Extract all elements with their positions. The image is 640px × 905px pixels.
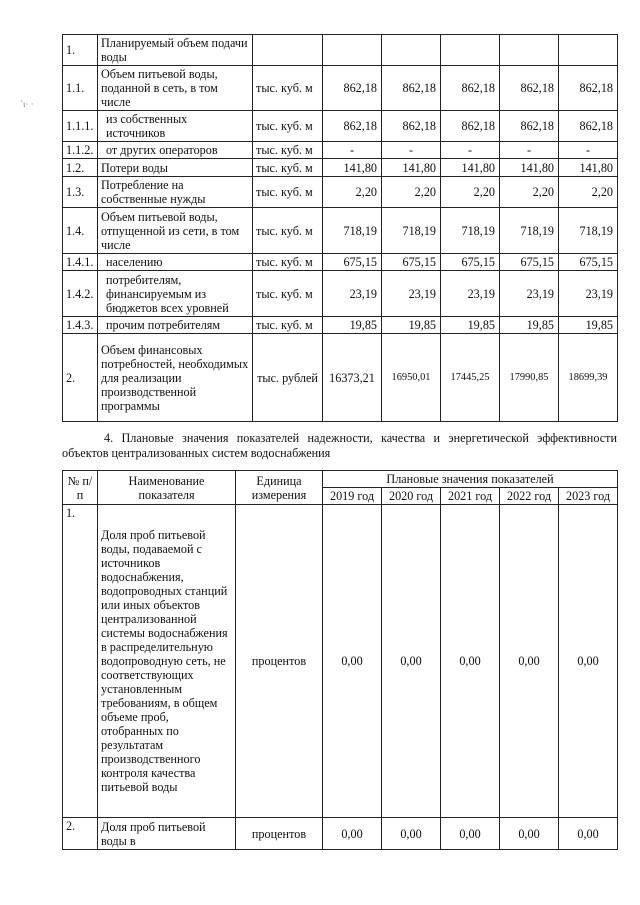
value-cell: 19,85 bbox=[441, 317, 500, 334]
value-cell: 16373,21 bbox=[323, 334, 382, 422]
row-number: 1.1.1. bbox=[63, 111, 98, 142]
row-name: Доля проб питьевой воды в bbox=[98, 818, 236, 850]
value-cell: 0,00 bbox=[323, 818, 382, 850]
row-unit: тыс. куб. м bbox=[253, 317, 323, 334]
value-cell: - bbox=[441, 142, 500, 159]
value-cell: 141,80 bbox=[559, 159, 618, 177]
value-cell: 19,85 bbox=[559, 317, 618, 334]
value-cell: 862,18 bbox=[500, 111, 559, 142]
value-cell bbox=[323, 35, 382, 66]
year-header: 2019 год bbox=[323, 488, 382, 505]
table-row bbox=[63, 142, 618, 159]
value-cell: 862,18 bbox=[382, 66, 441, 111]
table-row bbox=[63, 505, 618, 818]
value-cell: 23,19 bbox=[559, 271, 618, 317]
row-name: Потери воды bbox=[98, 159, 253, 177]
value-cell: 141,80 bbox=[323, 159, 382, 177]
value-cell bbox=[500, 35, 559, 66]
value-cell: 862,18 bbox=[559, 66, 618, 111]
value-cell: 718,19 bbox=[500, 208, 559, 254]
value-cell: 2,20 bbox=[441, 177, 500, 208]
table-row bbox=[63, 317, 618, 334]
table-row bbox=[63, 35, 618, 66]
row-unit bbox=[253, 35, 323, 66]
row-number: 1.2. bbox=[63, 159, 98, 177]
value-cell: 862,18 bbox=[323, 111, 382, 142]
value-cell: 2,20 bbox=[323, 177, 382, 208]
value-cell: 675,15 bbox=[559, 254, 618, 271]
value-cell: - bbox=[559, 142, 618, 159]
value-cell: 17445,25 bbox=[441, 334, 500, 422]
scan-mark: `ι· · bbox=[20, 99, 34, 109]
row-number: 1.1. bbox=[63, 66, 98, 111]
row-unit: тыс. куб. м bbox=[253, 66, 323, 111]
value-cell: 17990,85 bbox=[500, 334, 559, 422]
row-name: из собственных источников bbox=[98, 111, 253, 142]
row-name: прочим потребителям bbox=[98, 317, 253, 334]
table-row bbox=[63, 66, 618, 111]
value-cell: 718,19 bbox=[559, 208, 618, 254]
row-number: 1.4. bbox=[63, 208, 98, 254]
value-cell: 23,19 bbox=[323, 271, 382, 317]
table-row bbox=[63, 177, 618, 208]
header-unit: Единица измерения bbox=[236, 471, 323, 505]
row-unit: процентов bbox=[236, 818, 323, 850]
table-row bbox=[63, 111, 618, 142]
water-supply-volume-table bbox=[62, 34, 618, 422]
value-cell: 23,19 bbox=[382, 271, 441, 317]
year-header: 2021 год bbox=[441, 488, 500, 505]
year-header: 2020 год bbox=[382, 488, 441, 505]
value-cell: 2,20 bbox=[559, 177, 618, 208]
value-cell: 2,20 bbox=[382, 177, 441, 208]
value-cell: 141,80 bbox=[441, 159, 500, 177]
value-cell: 2,20 bbox=[500, 177, 559, 208]
value-cell: 0,00 bbox=[559, 505, 618, 818]
value-cell: 19,85 bbox=[323, 317, 382, 334]
value-cell: 862,18 bbox=[559, 111, 618, 142]
value-cell: 0,00 bbox=[500, 505, 559, 818]
value-cell bbox=[382, 35, 441, 66]
row-number: 2. bbox=[63, 818, 98, 850]
table-row bbox=[63, 208, 618, 254]
value-cell: 862,18 bbox=[500, 66, 559, 111]
header-num: № п/п bbox=[63, 471, 98, 505]
row-number: 1. bbox=[63, 35, 98, 66]
row-unit: тыс. рублей bbox=[253, 334, 323, 422]
table-row bbox=[63, 334, 618, 422]
row-unit: тыс. куб. м bbox=[253, 142, 323, 159]
value-cell: - bbox=[500, 142, 559, 159]
table-row bbox=[63, 818, 618, 850]
year-header: 2022 год bbox=[500, 488, 559, 505]
value-cell: 862,18 bbox=[323, 66, 382, 111]
value-cell: 18699,39 bbox=[559, 334, 618, 422]
row-name: населению bbox=[98, 254, 253, 271]
value-cell: 23,19 bbox=[441, 271, 500, 317]
value-cell: 0,00 bbox=[382, 818, 441, 850]
value-cell bbox=[441, 35, 500, 66]
row-name: Потребление на собственные нужды bbox=[98, 177, 253, 208]
value-cell bbox=[559, 35, 618, 66]
value-cell: 862,18 bbox=[441, 66, 500, 111]
row-name: от других операторов bbox=[98, 142, 253, 159]
row-number: 1.4.2. bbox=[63, 271, 98, 317]
row-unit: тыс. куб. м bbox=[253, 254, 323, 271]
table-row bbox=[63, 159, 618, 177]
row-number: 1.4.3. bbox=[63, 317, 98, 334]
value-cell: 675,15 bbox=[441, 254, 500, 271]
row-unit: тыс. куб. м bbox=[253, 208, 323, 254]
table-row bbox=[63, 254, 618, 271]
value-cell: 0,00 bbox=[441, 505, 500, 818]
row-unit: тыс. куб. м bbox=[253, 271, 323, 317]
value-cell: 0,00 bbox=[441, 818, 500, 850]
row-name: Планируемый объем подачи воды bbox=[98, 35, 253, 66]
section-heading bbox=[62, 431, 617, 460]
value-cell: 675,15 bbox=[382, 254, 441, 271]
value-cell: 718,19 bbox=[441, 208, 500, 254]
row-name: Объем питьевой воды, поданной в сеть, в том числе bbox=[98, 66, 253, 111]
value-cell: 141,80 bbox=[500, 159, 559, 177]
row-unit: процентов bbox=[236, 505, 323, 818]
value-cell: 0,00 bbox=[323, 505, 382, 818]
row-number: 1. bbox=[63, 505, 98, 818]
value-cell: 0,00 bbox=[559, 818, 618, 850]
value-cell: 19,85 bbox=[382, 317, 441, 334]
row-unit: тыс. куб. м bbox=[253, 177, 323, 208]
header-row bbox=[63, 471, 618, 488]
row-unit: тыс. куб. м bbox=[253, 111, 323, 142]
section-heading-text: 4. Плановые значения показателей надежности, качества и энергетической эффективности объектов централизованных систем водоснабжения bbox=[62, 431, 617, 460]
value-cell: 19,85 bbox=[500, 317, 559, 334]
row-number: 1.4.1. bbox=[63, 254, 98, 271]
value-cell: 23,19 bbox=[500, 271, 559, 317]
row-name: Доля проб питьевой воды, подаваемой с источников водоснабжения, водопроводных станций или иных объектов централизованной системы водоснабжения в распределительную водопроводную сеть, не соответствующих установленным требованиям, в общем объеме проб, отобранных по результатам производственного контроля качества питьевой воды bbox=[98, 505, 236, 818]
value-cell: 675,15 bbox=[323, 254, 382, 271]
row-number: 1.3. bbox=[63, 177, 98, 208]
row-unit: тыс. куб. м bbox=[253, 159, 323, 177]
table-row bbox=[63, 271, 618, 317]
row-name: Объем финансовых потребностей, необходимых для реализации производственной программы bbox=[98, 334, 253, 422]
header-group: Плановые значения показателей bbox=[323, 471, 618, 488]
row-number: 1.1.2. bbox=[63, 142, 98, 159]
year-header: 2023 год bbox=[559, 488, 618, 505]
value-cell: - bbox=[323, 142, 382, 159]
header-name: Наименование показателя bbox=[98, 471, 236, 505]
value-cell: 718,19 bbox=[323, 208, 382, 254]
value-cell: 16950,01 bbox=[382, 334, 441, 422]
value-cell: 718,19 bbox=[382, 208, 441, 254]
row-name: потребителям, финансируемым из бюджетов всех уровней bbox=[98, 271, 253, 317]
row-number: 2. bbox=[63, 334, 98, 422]
value-cell: 141,80 bbox=[382, 159, 441, 177]
row-name: Объем питьевой воды, отпущенной из сети, в том числе bbox=[98, 208, 253, 254]
value-cell: 0,00 bbox=[382, 505, 441, 818]
value-cell: 862,18 bbox=[382, 111, 441, 142]
value-cell: 862,18 bbox=[441, 111, 500, 142]
reliability-indicators-table bbox=[62, 470, 618, 850]
value-cell: 675,15 bbox=[500, 254, 559, 271]
value-cell: - bbox=[382, 142, 441, 159]
value-cell: 0,00 bbox=[500, 818, 559, 850]
